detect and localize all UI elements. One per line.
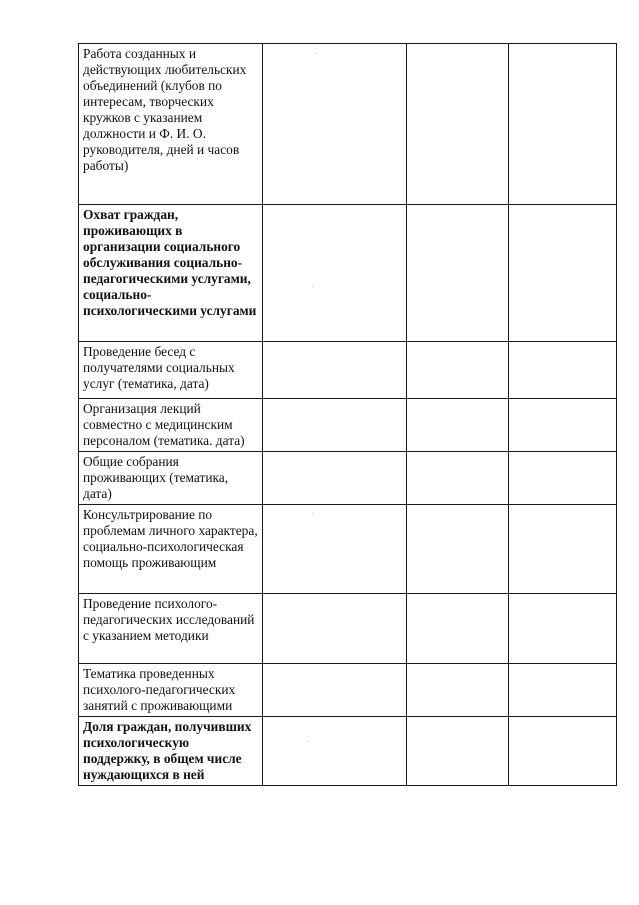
value-cell <box>407 594 509 664</box>
table-row <box>79 594 617 664</box>
row-label: Работа созданных и действующих любительских объединений (клубов по интересам, творческих кружков с указанием должности и Ф. И. О. руководителя, дней и часов работы) <box>79 44 263 205</box>
value-cell <box>509 205 617 342</box>
table-row <box>79 452 617 505</box>
row-label: Проведение бесед с получателями социальных услуг (тематика, дата) <box>79 342 263 399</box>
value-cell <box>407 664 509 717</box>
value-cell <box>509 44 617 205</box>
table-row <box>79 664 617 717</box>
value-cell <box>263 505 407 594</box>
row-label: Консультрирование по проблемам личного характера, социально-психологическая помощь проживающим <box>79 505 263 594</box>
value-cell <box>263 452 407 505</box>
value-cell <box>509 594 617 664</box>
value-cell <box>263 44 407 205</box>
value-cell <box>407 44 509 205</box>
row-label: Доля граждан, получивших психологическую поддержку, в общем числе нуждающихся в ней <box>79 717 263 786</box>
row-label: Проведение психолого-педагогических исследований с указанием методики <box>79 594 263 664</box>
value-cell <box>509 452 617 505</box>
value-cell <box>407 717 509 786</box>
row-label: Организация лекций совместно с медицинским персоналом (тематика. дата) <box>79 399 263 452</box>
value-cell <box>509 399 617 452</box>
value-cell <box>407 342 509 399</box>
table-row <box>79 399 617 452</box>
table-row <box>79 205 617 342</box>
value-cell <box>263 594 407 664</box>
row-label: Охват граждан, проживающих в организации социального обслуживания социально-педагогическими услугами, социально-психологическими услугами <box>79 205 263 342</box>
value-cell <box>509 664 617 717</box>
table-row <box>79 342 617 399</box>
value-cell <box>407 505 509 594</box>
table-row <box>79 717 617 786</box>
table-row <box>79 505 617 594</box>
value-cell <box>407 399 509 452</box>
value-cell <box>407 205 509 342</box>
value-cell <box>263 717 407 786</box>
report-table <box>78 43 617 786</box>
value-cell <box>509 717 617 786</box>
value-cell <box>263 664 407 717</box>
row-label: Тематика проведенных психолого-педагогических занятий с проживающими <box>79 664 263 717</box>
value-cell <box>509 342 617 399</box>
value-cell <box>509 505 617 594</box>
table-row <box>79 44 617 205</box>
row-label: Общие собрания проживающих (тематика, дата) <box>79 452 263 505</box>
value-cell <box>263 342 407 399</box>
value-cell <box>407 452 509 505</box>
value-cell <box>263 399 407 452</box>
value-cell <box>263 205 407 342</box>
